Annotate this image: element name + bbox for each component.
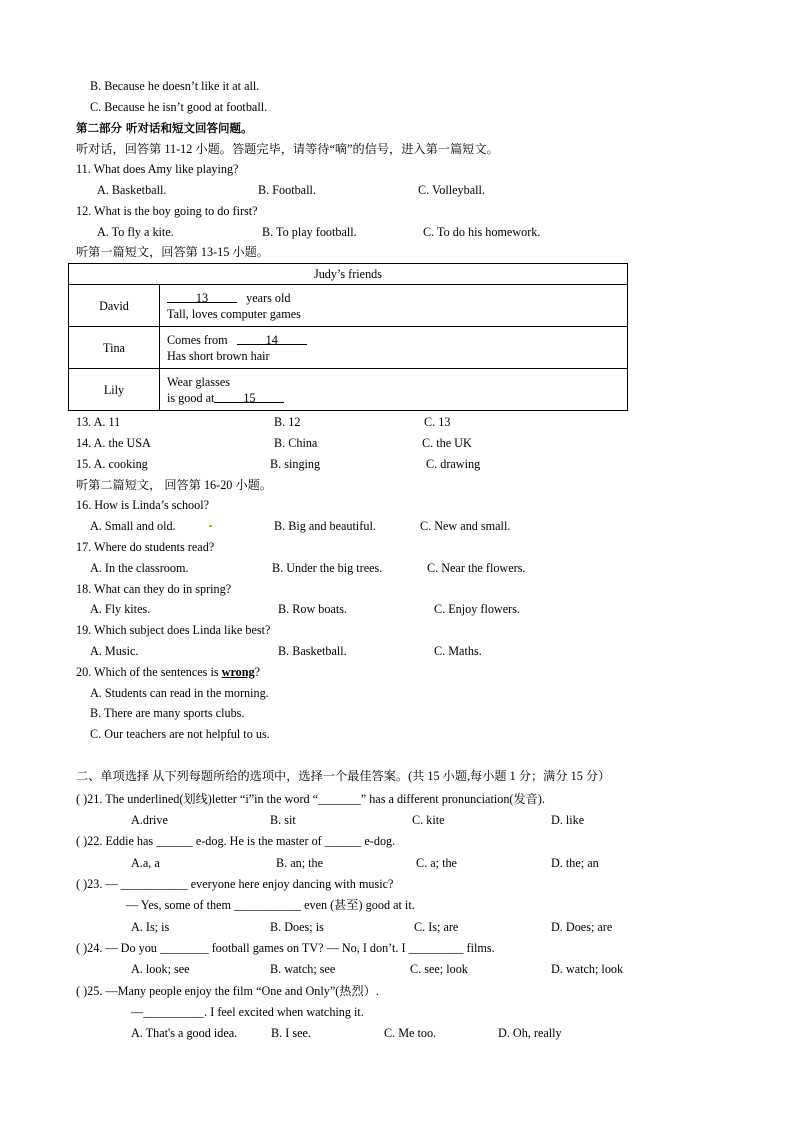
row-info-text: years old <box>246 290 291 305</box>
q18-option-c: C. Enjoy flowers. <box>434 602 520 616</box>
judys-friends-table <box>68 263 628 411</box>
q23-stem: ( )23. — ___________ everyone here enjoy dancing with music? <box>76 877 394 891</box>
q13-option-a: 13. A. 11 <box>76 415 121 429</box>
blank-14: 14 <box>237 332 307 345</box>
q23-option-c: C. Is; are <box>414 920 459 934</box>
q24-option-d: D. watch; look <box>551 962 624 976</box>
q17-option-b: B. Under the big trees. <box>272 561 383 575</box>
q20-option-b: B. There are many sports clubs. <box>90 706 245 720</box>
q20-stem: 20. Which of the sentences is wrong? <box>76 665 261 679</box>
part2-instruction-2: 听第一篇短文，回答第 13-15 小题。 <box>76 245 269 259</box>
q17-option-a: A. In the classroom. <box>90 561 189 575</box>
table-row <box>69 369 628 411</box>
part2-heading: 第二部分 听对话和短文回答问题。 <box>76 121 253 135</box>
q21-option-b: B. sit <box>270 813 296 827</box>
q14-option-a: 14. A. the USA <box>76 436 151 450</box>
q11-option-b: B. Football. <box>258 183 316 197</box>
q22-option-d: D. the; an <box>551 856 599 870</box>
q25-option-c: C. Me too. <box>384 1026 437 1040</box>
q18-option-b: B. Row boats. <box>278 602 348 616</box>
stray-mark <box>209 525 212 527</box>
q21-option-a: A.drive <box>131 813 168 827</box>
q16-option-c: C. New and small. <box>420 519 511 533</box>
q11-option-a: A. Basketball. <box>97 183 167 197</box>
q23-option-d: D. Does; are <box>551 920 613 934</box>
row-info <box>160 285 628 327</box>
q20-option-a: A. Students can read in the morning. <box>90 686 269 700</box>
part3-heading: 二、单项选择 从下列每题所给的选项中，选择一个最佳答案。(共 15 小题,每小题 1 分；满分 15 分） <box>76 769 611 783</box>
row-name: Lily <box>69 369 160 411</box>
part2-instruction-1: 听对话，回答第 11-12 小题。答题完毕，请等待“嘀”的信号，进入第一篇短文。 <box>76 142 499 156</box>
q15-option-b: B. singing <box>270 457 321 471</box>
row-info-text: Comes from <box>167 332 228 347</box>
blank-15: 15 <box>214 390 284 403</box>
q16-option-a: A. Small and old. <box>90 519 176 533</box>
q14-option-b: B. China <box>274 436 318 450</box>
q12-option-c: C. To do his homework. <box>423 225 541 239</box>
q23-option-b: B. Does; is <box>270 920 324 934</box>
table-row <box>69 327 628 369</box>
q25-line-2: —__________. I feel excited when watching it. <box>131 1005 364 1019</box>
row-info <box>160 369 628 411</box>
q19-option-b: B. Basketball. <box>278 644 347 658</box>
q19-stem: 19. Which subject does Linda like best? <box>76 623 271 637</box>
q15-option-c: C. drawing <box>426 457 481 471</box>
q22-stem: ( )22. Eddie has ______ e-dog. He is the master of ______ e-dog. <box>76 834 396 848</box>
q25-option-b: B. I see. <box>271 1026 311 1040</box>
q11-option-c: C. Volleyball. <box>418 183 485 197</box>
row-info-text: Tall, loves computer games <box>167 306 301 321</box>
row-info-text: Has short brown hair <box>167 348 270 363</box>
q12-option-a: A. To fly a kite. <box>97 225 174 239</box>
q24-stem: ( )24. — Do you ________ football games on TV? — No, I don’t. I _________ films. <box>76 941 495 955</box>
row-info <box>160 327 628 369</box>
q12-stem: 12. What is the boy going to do first? <box>76 204 258 218</box>
q24-option-a: A. look; see <box>131 962 190 976</box>
q18-stem: 18. What can they do in spring? <box>76 582 232 596</box>
q10-option-c: C. Because he isn’t good at football. <box>90 100 268 114</box>
row-info-text: is good at <box>167 390 215 405</box>
q23-line-2: — Yes, some of them ___________ even (甚至) good at it. <box>126 898 415 912</box>
blank-13: 13 <box>167 290 237 303</box>
row-name: Tina <box>69 327 160 369</box>
q17-stem: 17. Where do students read? <box>76 540 215 554</box>
q23-option-a: A. Is; is <box>131 920 170 934</box>
q12-option-b: B. To play football. <box>262 225 357 239</box>
q20-option-c: C. Our teachers are not helpful to us. <box>90 727 270 741</box>
q21-option-c: C. kite <box>412 813 445 827</box>
q13-option-b: B. 12 <box>274 415 301 429</box>
q21-stem: ( )21. The underlined(划线)letter “i”in the word “_______” has a different pronunciation(发音). <box>76 792 545 806</box>
q13-option-c: C. 13 <box>424 415 451 429</box>
q15-option-a: 15. A. cooking <box>76 457 148 471</box>
q18-option-a: A. Fly kites. <box>90 602 151 616</box>
q19-option-c: C. Maths. <box>434 644 482 658</box>
q11-stem: 11. What does Amy like playing? <box>76 162 239 176</box>
q21-option-d: D. like <box>551 813 585 827</box>
row-name: David <box>69 285 160 327</box>
q22-option-b: B. an; the <box>276 856 324 870</box>
q25-option-d: D. Oh, really <box>498 1026 562 1040</box>
q24-option-b: B. watch; see <box>270 962 336 976</box>
q19-option-a: A. Music. <box>90 644 139 658</box>
q17-option-c: C. Near the flowers. <box>427 561 526 575</box>
table-title: Judy’s friends <box>69 264 628 285</box>
row-info-text: Wear glasses <box>167 374 230 389</box>
q22-option-c: C. a; the <box>416 856 457 870</box>
q14-option-c: C. the UK <box>422 436 472 450</box>
q25-stem: ( )25. —Many people enjoy the film “One and Only”(热烈）. <box>76 984 379 998</box>
part2-instruction-3: 听第二篇短文， 回答第 16-20 小题。 <box>76 478 273 492</box>
q16-stem: 16. How is Linda’s school? <box>76 498 210 512</box>
q25-option-a: A. That's a good idea. <box>131 1026 238 1040</box>
q24-option-c: C. see; look <box>410 962 468 976</box>
table-row <box>69 285 628 327</box>
q22-option-a: A.a, a <box>131 856 160 870</box>
q16-option-b: B. Big and beautiful. <box>274 519 376 533</box>
q20-keyword: wrong <box>221 665 255 679</box>
q10-option-b: B. Because he doesn’t like it at all. <box>90 79 260 93</box>
